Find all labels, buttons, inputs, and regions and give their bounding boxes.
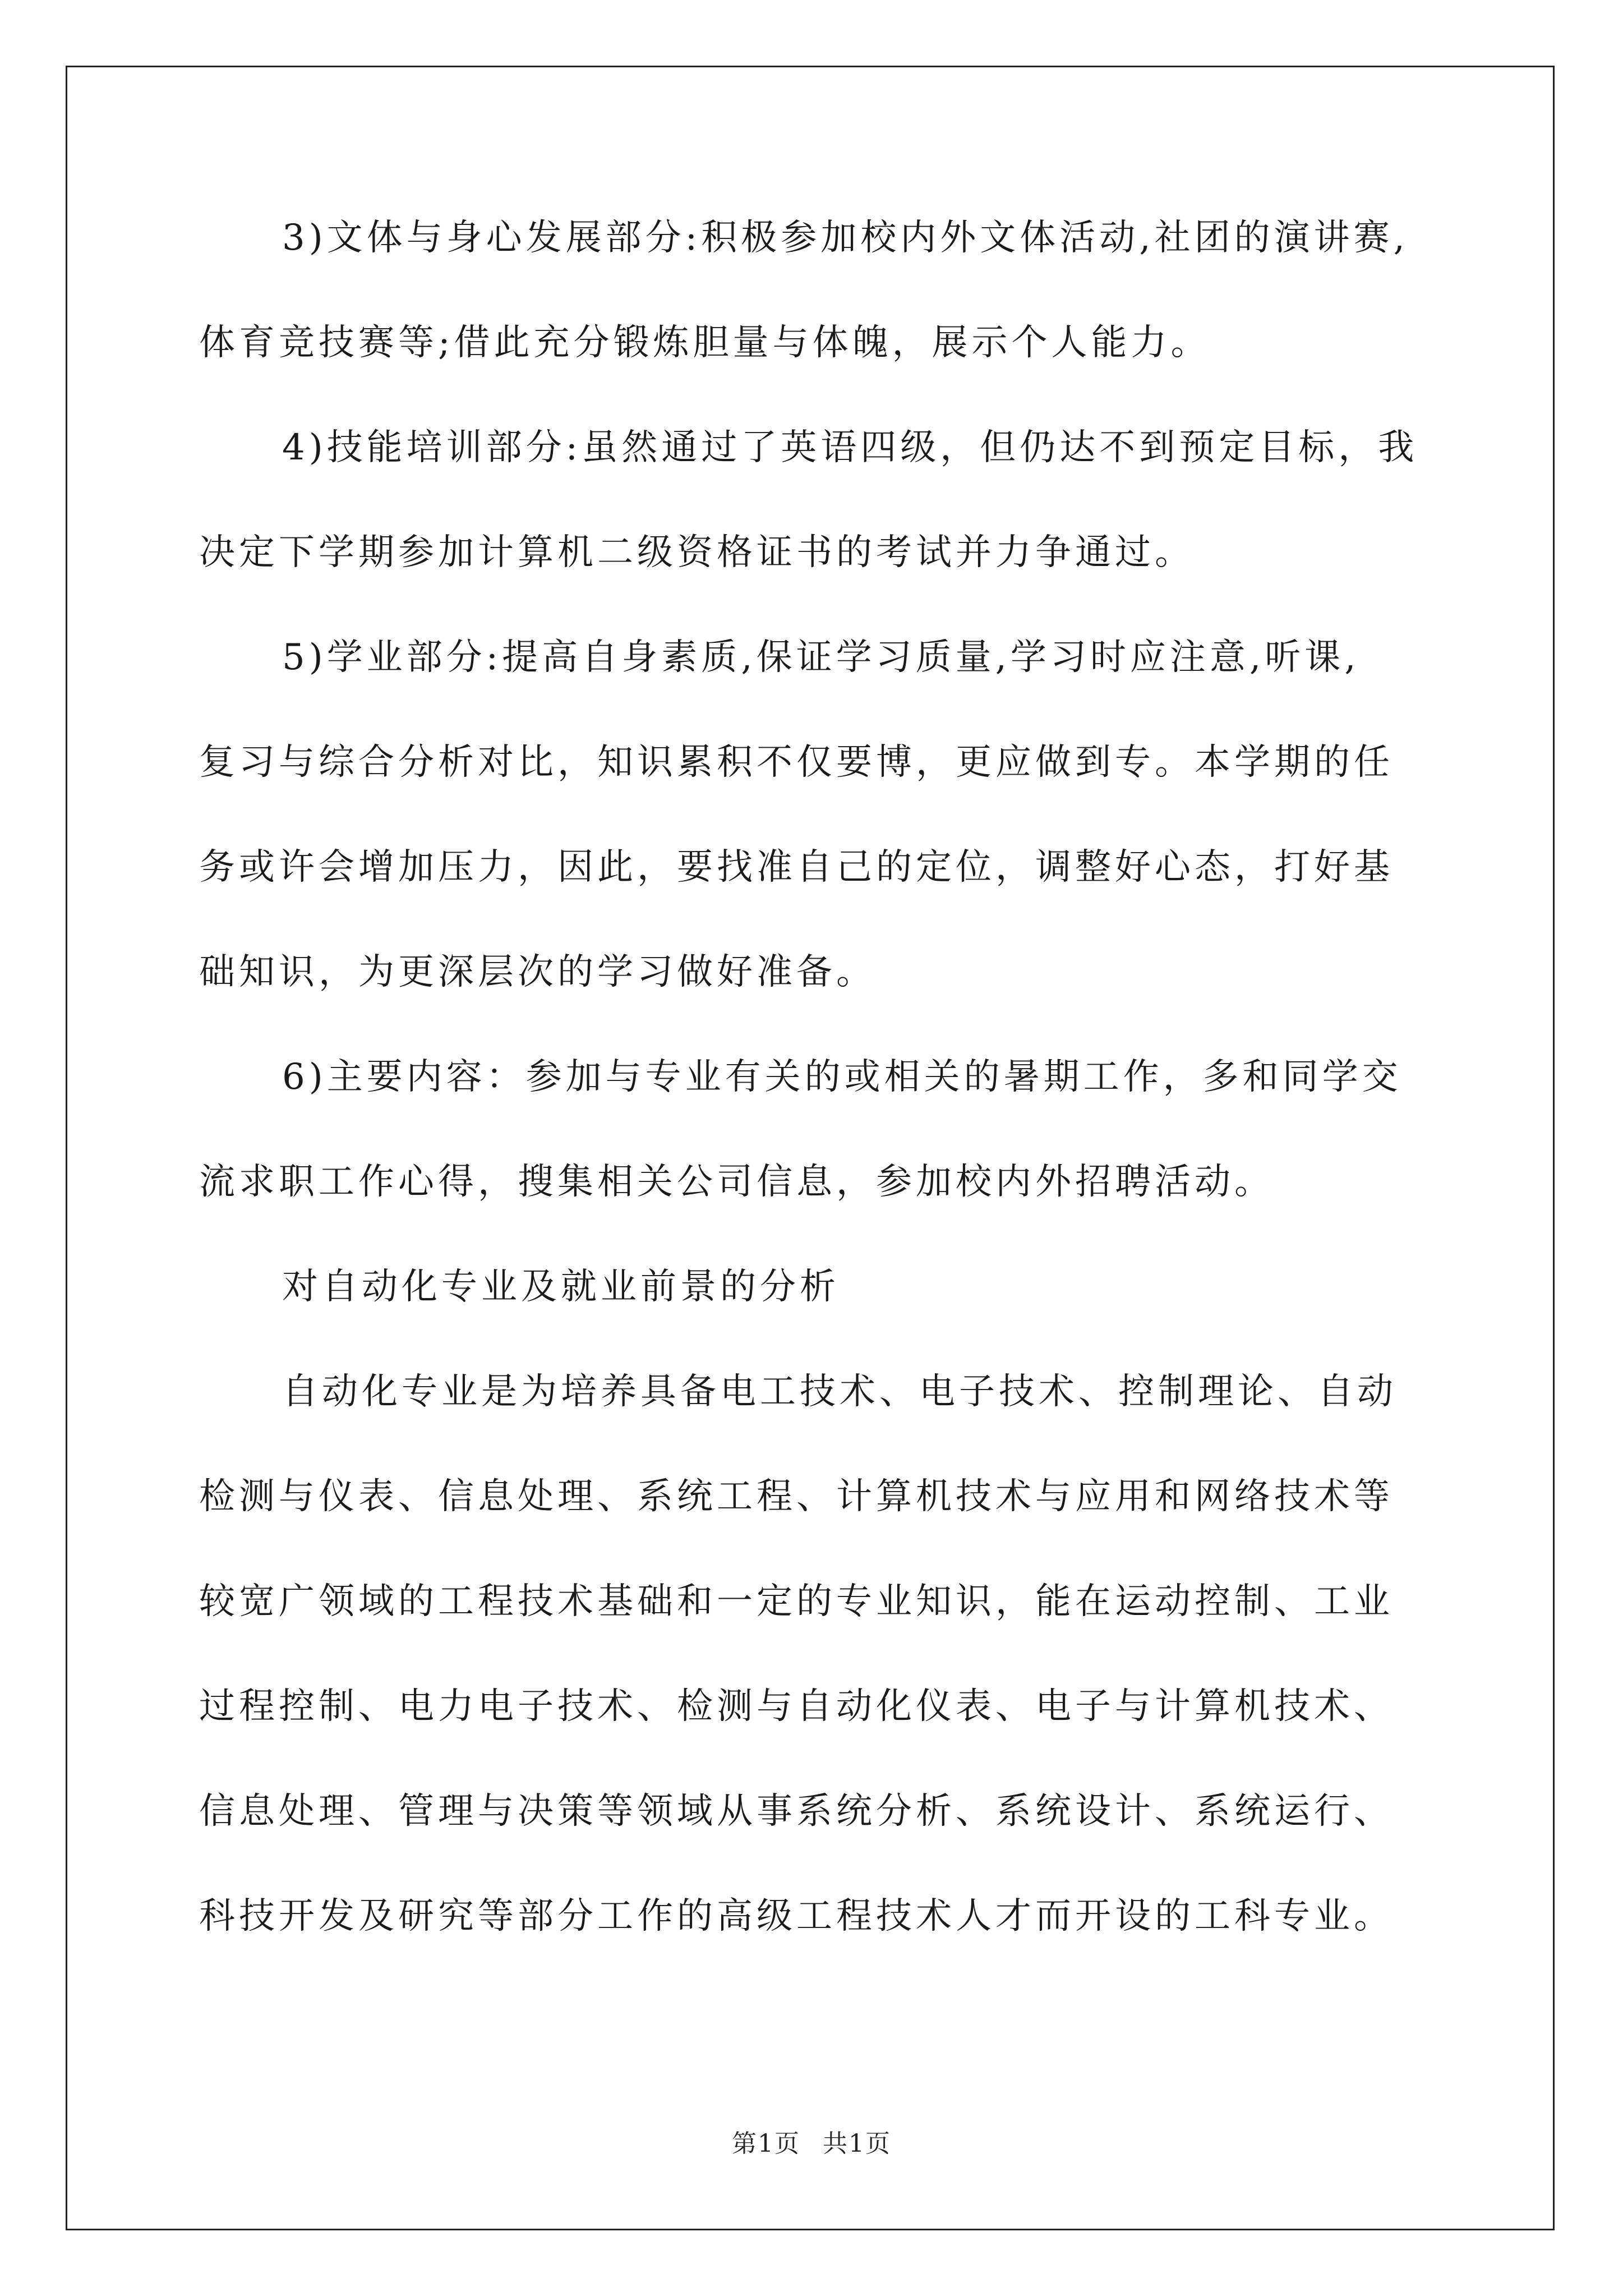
text-line: 5)学业部分:提高自身素质,保证学习质量,学习时应注意,听课, bbox=[282, 637, 1360, 678]
text-line: 科技开发及研究等部分工作的高级工程技术人才而开设的工科专业。 bbox=[199, 1895, 1394, 1937]
text-line: 4)技能培训部分:虽然通过了英语四级，但仍达不到预定目标，我 bbox=[282, 427, 1418, 468]
text-line: 自动化专业是为培养具备电工技术、电子技术、控制理论、自动 bbox=[282, 1371, 1397, 1412]
text-line: 过程控制、电力电子技术、检测与自动化仪表、电子与计算机技术、 bbox=[199, 1686, 1394, 1727]
text-line: 务或许会增加压力，因此，要找准自己的定位，调整好心态，打好基 bbox=[199, 846, 1394, 888]
page-number-current: 第1页 bbox=[732, 2129, 800, 2158]
document-body bbox=[199, 217, 1438, 2003]
text-line: 6)主要内容：参加与专业有关的或相关的暑期工作，多和同学交 bbox=[282, 1056, 1402, 1098]
text-line: 较宽广领域的工程技术基础和一定的专业知识，能在运动控制、工业 bbox=[199, 1581, 1394, 1622]
page-number-total: 共1页 bbox=[823, 2129, 891, 2158]
text-line: 决定下学期参加计算机二级资格证书的考试并力争通过。 bbox=[199, 532, 1195, 573]
text-line: 对自动化专业及就业前景的分析 bbox=[282, 1266, 840, 1308]
text-line: 础知识，为更深层次的学习做好准备。 bbox=[199, 951, 876, 993]
page-footer bbox=[0, 2129, 1623, 2158]
text-line: 体育竞技赛等;借此充分锻炼胆量与体魄，展示个人能力。 bbox=[199, 322, 1211, 364]
text-line: 3)文体与身心发展部分:积极参加校内外文体活动,社团的演讲赛, bbox=[282, 217, 1409, 259]
text-line: 信息处理、管理与决策等领域从事系统分析、系统设计、系统运行、 bbox=[199, 1791, 1394, 1832]
text-line: 检测与仪表、信息处理、系统工程、计算机技术与应用和网络技术等 bbox=[199, 1476, 1394, 1517]
text-line: 复习与综合分析对比，知识累积不仅要博，更应做到专。本学期的任 bbox=[199, 742, 1394, 783]
text-line: 流求职工作心得，搜集相关公司信息，参加校内外招聘活动。 bbox=[199, 1161, 1274, 1203]
